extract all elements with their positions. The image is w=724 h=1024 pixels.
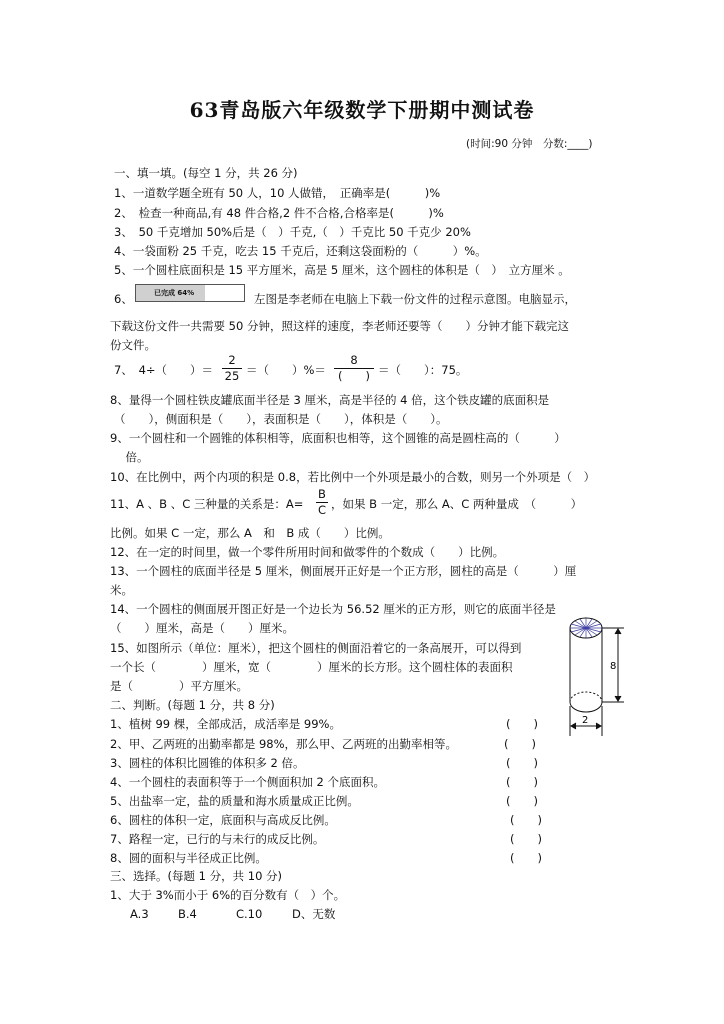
fraction-8-blank <box>334 354 374 383</box>
question-fill-8-b: （ ），侧面积是（ ），表面积是（ ），体积是（ ）。 <box>114 412 448 426</box>
question-fill-6-number: 6、 <box>114 292 133 306</box>
question-choice-1: 1、大于 3%而小于 6%的百分数有（ ）个。 <box>110 888 346 902</box>
question-fill-12: 12、在一定的时间里，做一个零件所用时间和做零件的个数成（ ）比例。 <box>110 545 505 559</box>
cylinder-figure <box>560 614 635 748</box>
question-fill-14-a: 14、一个圆柱的侧面展开图正好是一个边长为 56.52 厘米的正方形，则它的底面半径是 <box>110 602 556 616</box>
judge-answer-blank: ( ) <box>510 851 542 865</box>
judge-item-text: 5、出盐率一定，盐的质量和海水质量成正比例。 <box>110 794 359 808</box>
choice-option-b: B.4 <box>178 907 197 921</box>
section-heading-choice: 三、选择。(每题 1 分，共 10 分) <box>110 869 283 883</box>
question-fill-13-b: 米。 <box>110 583 133 597</box>
question-fill-13-a: 13、一个圆柱的底面半径是 5 厘米，侧面展开正好是一个正方形，圆柱的高是（ ）厘 <box>110 564 577 578</box>
question-fill-11-b: ，如果 B 一定，那么 A、C 两种量成 （ ） <box>331 497 583 511</box>
fraction-denominator: 25 <box>224 369 240 383</box>
question-fill-9-a: 9、一个圆柱和一个圆锥的体积相等，底面积也相等，这个圆锥的高是圆柱高的（ ） <box>110 431 566 445</box>
judge-item-text: 1、植树 99 棵，全部成活，成活率是 99%。 <box>110 717 341 731</box>
question-fill-11-a: 11、A 、B 、C 三种量的关系是：A= <box>110 497 304 511</box>
question-fill-11-c: 比例。如果 C 一定，那么 A 和 B 成（ ）比例。 <box>110 526 390 540</box>
question-fill-3: 3、 50 千克增加 50%后是（ ）千克,（ ）千克比 50 千克少 20% <box>114 225 471 239</box>
question-fill-2: 2、 检查一种商品,有 48 件合格,2 件不合格,合格率是( )% <box>114 206 444 220</box>
judge-item-text: 3、圆柱的体积比圆锥的体积多 2 倍。 <box>110 756 305 770</box>
judge-item-text: 2、甲、乙两班的出勤率都是 98%，那么甲、乙两班的出勤率相等。 <box>110 737 458 751</box>
question-fill-7-a: 7、 4÷（ ）＝ <box>114 363 214 377</box>
question-fill-15-b: 一个长（ ）厘米，宽（ ）厘米的长方形。这个圆柱体的表面积 <box>110 660 513 674</box>
fraction-numerator: 8 <box>350 353 358 367</box>
fraction-2-25 <box>222 354 242 383</box>
judge-answer-blank: ( ) <box>510 832 542 846</box>
choice-option-a: A.3 <box>130 907 149 921</box>
progress-label: 已完成 64% <box>154 289 195 297</box>
judge-answer-blank: ( ) <box>506 775 538 789</box>
exam-meta: (时间:90 分钟 分数:____) <box>466 138 593 150</box>
fraction-numerator: 2 <box>228 353 236 367</box>
judge-answer-blank: ( ) <box>506 794 538 808</box>
question-fill-15-c: 是（ ）平方厘米。 <box>110 679 248 693</box>
judge-item-text: 4、一个圆柱的表面积等于一个侧面积加 2 个底面积。 <box>110 775 385 789</box>
download-progress-bar <box>135 284 245 302</box>
question-fill-15-a: 15、如图所示（单位：厘米），把这个圆柱的侧面沿着它的一条高展开，可以得到 <box>110 641 522 655</box>
question-fill-10: 10、在比例中，两个内项的积是 0.8，若比例中一个外项是最小的合数，则另一个外项是（ ） <box>110 470 596 484</box>
judge-answer-blank: ( ) <box>510 813 542 827</box>
section-heading-fill: 一、填一填。(每空 1 分，共 26 分) <box>114 166 298 180</box>
question-fill-4: 4、一袋面粉 25 千克，吃去 15 千克后，还剩这袋面粉的（ ）%。 <box>114 244 487 258</box>
height-label: 8 <box>610 661 617 672</box>
fraction-denominator: C <box>317 503 327 517</box>
judge-answer-blank: ( ) <box>506 717 538 731</box>
fraction-numerator: B <box>318 487 326 501</box>
cylinder-diagram <box>560 614 635 744</box>
judge-answer-blank: ( ) <box>504 737 536 751</box>
question-fill-14-b: （ ）厘米，高是（ ）厘米。 <box>110 621 294 635</box>
page-title: 63青岛版六年级数学下册期中测试卷 <box>189 98 535 122</box>
judge-item-text: 6、圆柱的体积一定，底面积与高成反比例。 <box>110 813 336 827</box>
question-fill-5: 5、一个圆柱底面积是 15 平方厘米，高是 5 厘米，这个圆柱的体积是（ ） 立方厘米 。 <box>114 263 570 277</box>
choice-option-d: D、无数 <box>292 907 336 921</box>
question-fill-6-text-b: 下载这份文件一共需要 50 分钟，照这样的速度，李老师还要等（ ）分钟才能下载完这 <box>110 319 569 333</box>
section-heading-judge: 二、判断。(每题 1 分，共 8 分) <box>110 698 275 712</box>
fraction-b-c <box>316 488 328 517</box>
fraction-denominator: ( ) <box>338 369 370 383</box>
question-fill-9-b: 倍。 <box>114 450 149 464</box>
judge-item-text: 7、路程一定，已行的与未行的成反比例。 <box>110 832 325 846</box>
question-fill-7-c: ＝（ ）：75。 <box>378 363 468 377</box>
question-fill-8-a: 8、量得一个圆柱铁皮罐底面半径是 3 厘米，高是半径的 4 倍，这个铁皮罐的底面积是 <box>110 393 550 407</box>
question-fill-6-text-c: 份文件。 <box>110 338 156 352</box>
judge-item-text: 8、圆的面积与半径成正比例。 <box>110 851 267 865</box>
question-fill-6-text-a: 左图是李老师在电脑上下载一份文件的过程示意图。电脑显示， <box>254 292 576 306</box>
diameter-label: 2 <box>582 715 589 726</box>
question-fill-1: 1、一道数学题全班有 50 人，10 人做错， 正确率是( )% <box>114 186 441 200</box>
judge-answer-blank: ( ) <box>506 756 538 770</box>
question-fill-7-b: ＝（ ）%＝ <box>246 363 326 377</box>
choice-option-c: C.10 <box>236 907 263 921</box>
